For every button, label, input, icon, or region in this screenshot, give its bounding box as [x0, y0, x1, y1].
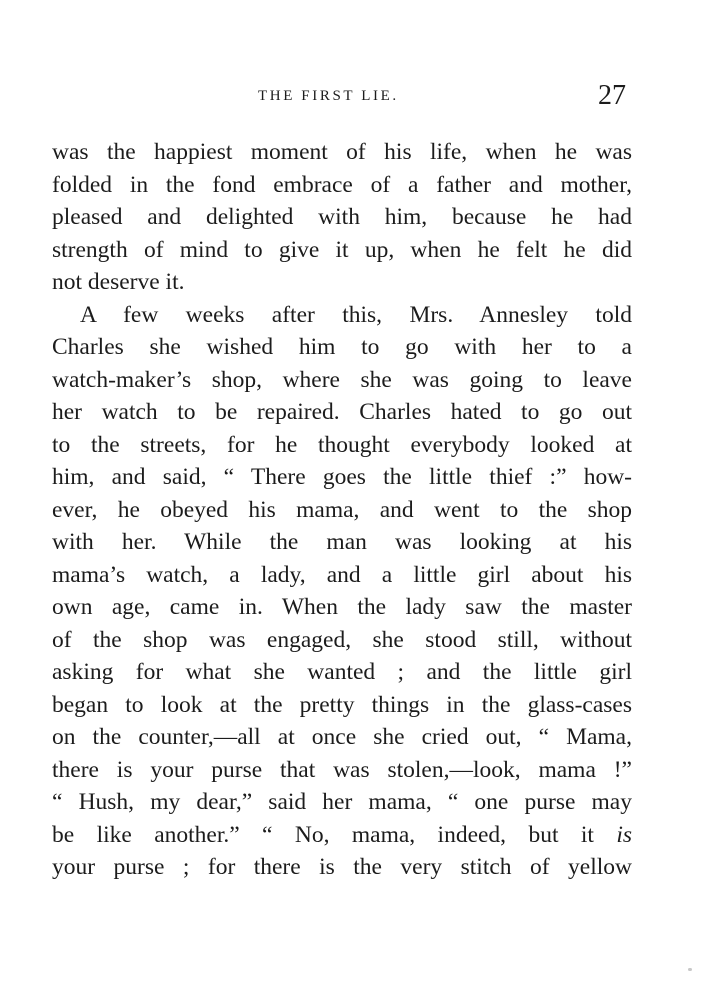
text-line: him, and said, “ There goes the little thief :” how- [52, 464, 632, 490]
text-line: folded in the fond embrace of a father and mother, [52, 171, 632, 198]
text-line: not deserve it. [52, 269, 185, 295]
text-line: her watch to be repaired. Charles hated to go out [52, 399, 632, 425]
text-line: own age, came in. When the lady saw the master [52, 594, 632, 620]
text-line: there is your purse that was stolen,—look, mama !” [52, 756, 632, 783]
text-line: began to look at the pretty things in the glass-cases [52, 691, 632, 718]
page-number: 27 [598, 80, 626, 111]
text-line: on the counter,—all at once she cried out, “ Mama, [52, 724, 632, 750]
text-line: with her. While the man was looking at his [52, 529, 632, 555]
text-line: watch-maker’s shop, where she was going to leave [52, 366, 632, 393]
text-line: to the streets, for he thought everybody looked at [52, 431, 632, 458]
text-line: of the shop was engaged, she stood still, without [52, 626, 632, 653]
text-line: strength of mind to give it up, when he felt he did [52, 236, 632, 263]
page-speck [688, 968, 692, 971]
text-line: pleased and delighted with him, because he had [52, 204, 632, 230]
paragraph-start-line: A few weeks after this, Mrs. Annesley told [80, 301, 632, 328]
running-title: THE FIRST LIE. [258, 88, 399, 104]
emphasis-word: is [616, 821, 632, 848]
text-line: “ Hush, my dear,” said her mama, “ one purse may [52, 789, 632, 815]
running-head [0, 80, 716, 114]
text-line: ever, he obeyed his mama, and went to the shop [52, 496, 632, 523]
text-line: mama’s watch, a lady, and a little girl about his [52, 561, 632, 588]
body-text [52, 136, 632, 884]
text-line-with-emphasis [52, 819, 632, 852]
text-line: your purse ; for there is the very stitch of yellow [52, 854, 632, 880]
text-line: was the happiest moment of his life, when he was [52, 139, 632, 165]
text-line: Charles she wished him to go with her to a [52, 334, 632, 360]
text-line: asking for what she wanted ; and the little girl [52, 659, 632, 685]
line-text: be like another.” “ No, mama, indeed, but it [52, 821, 617, 848]
